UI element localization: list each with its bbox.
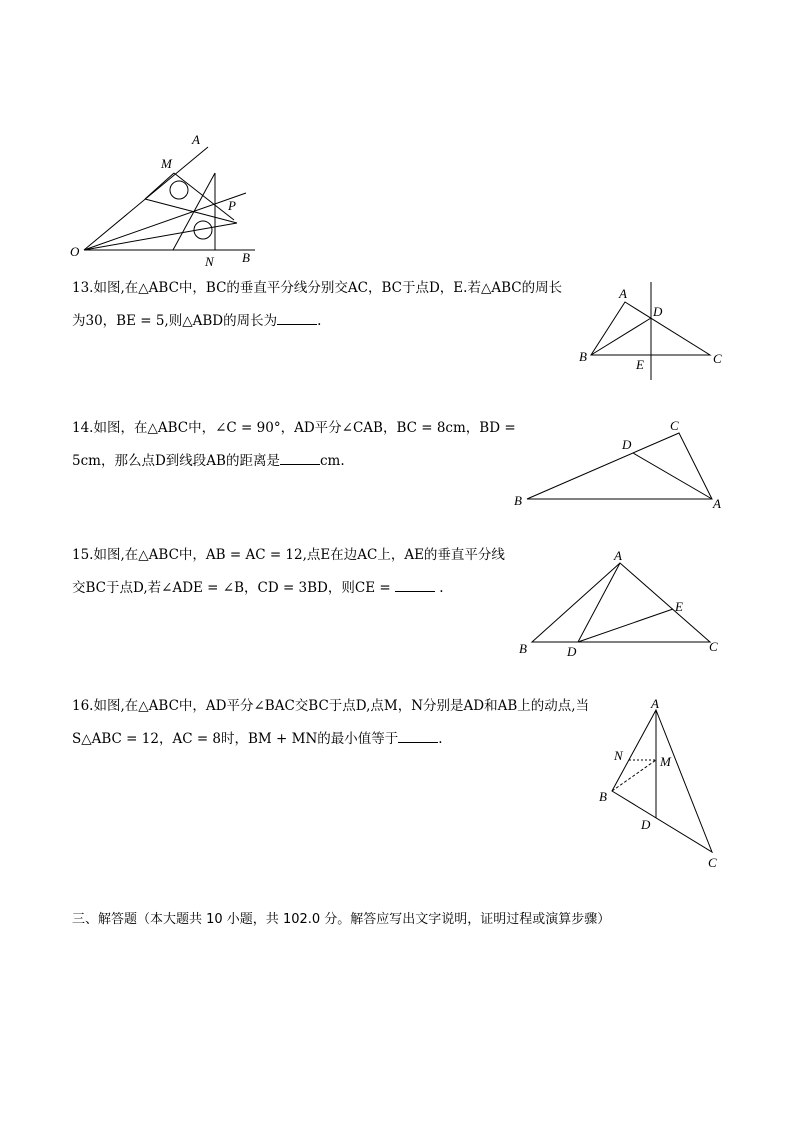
label-N: N — [614, 748, 623, 763]
label-B: B — [599, 789, 607, 804]
label-B: B — [514, 493, 522, 508]
figure-q15 — [515, 545, 725, 660]
label-N: N — [205, 254, 214, 269]
label-E: E — [675, 599, 683, 614]
question-14-line1: 14.如图，在△ABC中，∠C = 90°，AD平分∠CAB，BC = 8cm，BD = — [72, 420, 516, 436]
figure-angle-bisector — [62, 128, 272, 270]
label-C: C — [708, 855, 717, 870]
question-16-line2: S△ABC = 12，AC = 8时，BM + MN的最小值等于 . — [72, 723, 589, 756]
label-M: M — [161, 156, 172, 171]
question-16-line1: 16.如图,在△ABC中，AD平分∠BAC交BC于点D,点M，N分别是AD和AB上的动点,当 — [72, 698, 590, 714]
label-D: D — [622, 437, 632, 452]
section-heading: 三、解答题（本大题共 10 小题，共 102.0 分。解答应写出文字说明，证明过程或演算步骤） — [72, 912, 611, 927]
label-A: A — [192, 132, 200, 147]
label-D: D — [641, 817, 651, 832]
question-13 — [72, 272, 562, 338]
figure-q14 — [510, 415, 730, 510]
question-16 — [72, 690, 589, 756]
answer-blank — [395, 577, 435, 592]
label-B: B — [579, 349, 587, 364]
question-14 — [72, 412, 516, 478]
figure-q13 — [575, 280, 725, 385]
label-D: D — [653, 304, 663, 319]
label-C: C — [670, 418, 679, 433]
question-15 — [72, 539, 505, 605]
question-15-line1: 15.如图,在△ABC中，AB = AC = 12,点E在边AC上，AE的垂直平分线 — [72, 547, 505, 563]
question-13-line2: 为30，BE = 5,则△ABD的周长为 . — [72, 305, 562, 338]
label-D: D — [567, 644, 577, 659]
label-O: O — [70, 244, 80, 259]
answer-blank — [277, 310, 317, 325]
question-14-line2: 5cm，那么点D到线段AB的距离是 cm. — [72, 445, 516, 478]
figure-q16 — [595, 692, 725, 870]
label-P: P — [228, 198, 236, 213]
question-13-line1: 13.如图,在△ABC中，BC的垂直平分线分别交AC，BC于点D，E.若△ABC的周长 — [72, 280, 563, 296]
label-C: C — [709, 639, 718, 654]
answer-blank — [280, 450, 320, 465]
label-A: A — [651, 696, 659, 711]
label-B: B — [519, 641, 527, 656]
question-15-line2: 交BC于点D,若∠ADE = ∠B，CD = 3BD，则CE = . — [72, 572, 505, 605]
label-A: A — [614, 548, 622, 563]
label-A: A — [713, 496, 721, 510]
label-C: C — [713, 351, 722, 366]
label-E: E — [636, 357, 644, 372]
label-M: M — [660, 754, 671, 769]
label-B: B — [242, 250, 250, 265]
answer-blank — [398, 728, 438, 743]
label-A: A — [619, 286, 627, 301]
